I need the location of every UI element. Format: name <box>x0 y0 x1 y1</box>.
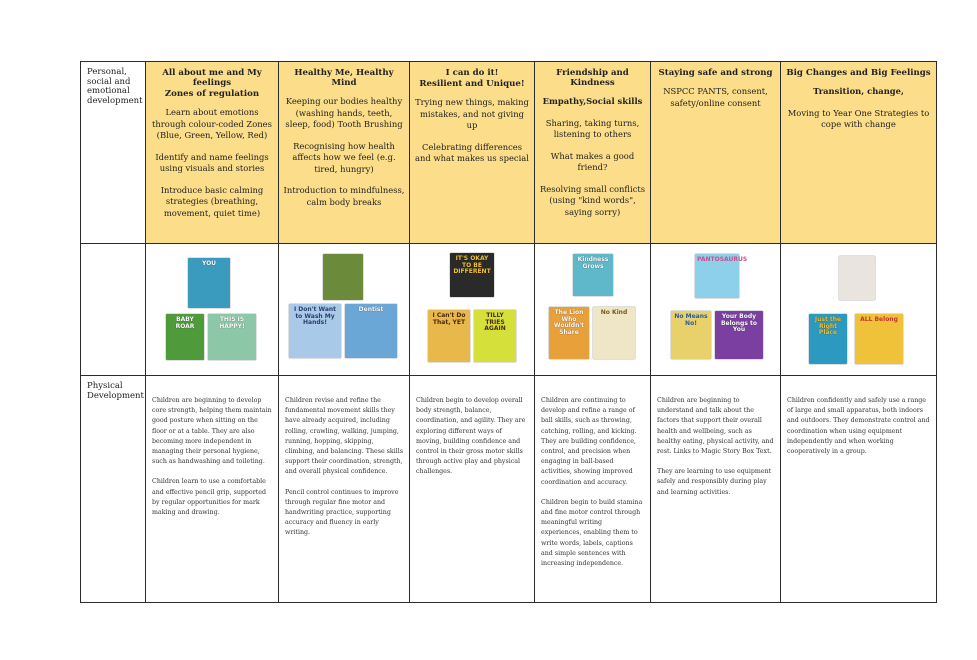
theme-cell-4 <box>535 62 651 244</box>
physical-cell-6 <box>781 376 937 603</box>
physical-paragraph: They are learning to use equipment safely and responsibly during play and learning activities. <box>657 468 772 496</box>
book-cover <box>289 304 341 358</box>
physical-paragraph: Children begin to develop overall body strength, balance, coordination, and agility. They are exploring different ways of moving, building confidence and control in their gross motor skills through active play and physical challenges. <box>416 397 526 476</box>
theme-paragraph: Identify and name feelings using visuals and stories <box>155 151 269 173</box>
book-title: BABY ROAR <box>175 316 195 330</box>
physical-paragraph: Children revise and refine the fundamental movement skills they have already acquired, including rolling, crawling, walking, jumping, running, hopping, skipping, climbing, and balancing. These skills support their coordination, strength, and overall physical confidence. <box>285 397 404 476</box>
theme-title: Friendship and Kindness <box>556 68 629 88</box>
book-cover <box>549 307 589 359</box>
book-title: ALL Belong <box>860 316 898 323</box>
book-title: Kindness Grows <box>577 256 609 270</box>
theme-title: Big Changes and Big Feelings <box>786 68 931 78</box>
book-title: Just the Right Place <box>814 316 842 336</box>
theme-title: I can do it! <box>445 68 499 78</box>
book-title: PANTOSAURUS <box>697 256 748 263</box>
book-cover <box>208 314 256 360</box>
book-title: Dentist <box>358 306 384 313</box>
book-cover <box>671 311 711 359</box>
theme-paragraph: Trying new things, making mistakes, and not giving up <box>415 97 529 130</box>
theme-paragraph: Moving to Year One Strategies to cope with change <box>787 107 930 129</box>
physical-paragraph: Children are continuing to develop and refine a range of ball skills, such as throwing, catching, rolling, and kicking. They are building confidence, control, and precision when engaging in ball-based activities, showing improved coordination and accuracy. <box>541 397 637 486</box>
books-cell-5 <box>651 244 781 376</box>
physical-cell-5 <box>651 376 781 603</box>
books-cell-1 <box>146 244 279 376</box>
theme-paragraph: Resolving small conflicts (using "kind words", saying sorry) <box>539 183 646 217</box>
book-cover <box>839 256 875 300</box>
theme-paragraph: Keeping our bodies healthy (washing hands, teeth, sleep, food) Tooth Brushing <box>285 96 403 129</box>
book-cover <box>188 258 230 308</box>
book-title: Your Body Belongs to You <box>720 313 758 333</box>
theme-paragraph: Introduction to mindfulness, calm body breaks <box>283 185 405 207</box>
book-cover <box>809 314 847 364</box>
physical-paragraph: Children learn to use a comfortable and effective pencil grip, supported by regular opportunities for mark making and drawing. <box>152 478 267 517</box>
theme-cell-2 <box>279 62 410 244</box>
curriculum-grid <box>80 61 937 603</box>
book-title: THIS IS HAPPY! <box>219 316 245 330</box>
book-cover <box>450 253 494 297</box>
book-cover <box>323 254 363 300</box>
psed-row <box>81 62 937 244</box>
book-title: No Kind <box>600 309 628 316</box>
physical-paragraph: Children are beginning to develop core strength, helping them maintain good posture when sitting on the floor or at a table. They are also becoming more independent in managing their personal hygiene, such as handwashing and toileting. <box>152 397 272 466</box>
theme-subtitle: Transition, change, <box>813 86 904 96</box>
physical-paragraph: Children begin to build stamina and fine motor control through meaningful writing experiences, enabling them to write words, labels, captions and simple sentences with increasing independence. <box>541 498 643 568</box>
book-title: TILLY TRIES AGAIN <box>484 312 506 332</box>
book-title: I Don't Want to Wash My Hands! <box>293 306 337 326</box>
physical-paragraph: Children are beginning to understand and talk about the factors that support their overall health and wellbeing, such as healthy eating, physical activity, and rest. Links to Magic Story Box Text. <box>657 397 774 456</box>
theme-title: All about me and My feelings <box>162 68 262 88</box>
theme-cell-1 <box>146 62 279 244</box>
theme-title-line2: Resilient and Unique! <box>419 79 525 89</box>
books-cell-2 <box>279 244 410 376</box>
book-cover <box>593 307 635 359</box>
books-cell-4 <box>535 244 651 376</box>
theme-cell-6 <box>781 62 937 244</box>
book-cover <box>345 304 397 358</box>
book-cover <box>428 310 470 362</box>
theme-paragraph: Introduce basic calming strategies (breathing, movement, quiet time) <box>160 184 264 218</box>
physical-paragraph: Pencil control continues to improve through regular fine motor and handwriting practice, supporting accuracy and fluency in early writing. <box>285 488 399 537</box>
book-cover <box>474 310 516 362</box>
physical-cell-2 <box>279 376 410 603</box>
physical-paragraph: Children confidently and safely use a range of large and small apparatus, both indoors and outdoors. They demonstrate control and coordination when using equipment independently and when working cooperatively in a group. <box>787 397 930 456</box>
book-cover <box>166 314 204 360</box>
book-title: YOU <box>201 260 217 267</box>
psed-row-label: Personal, social and emotional development <box>81 62 146 244</box>
theme-paragraph: Celebrating differences and what makes us special <box>415 141 529 163</box>
physical-cell-4 <box>535 376 651 603</box>
book-title: The Lion Who Wouldn't Share <box>553 309 585 336</box>
book-cover <box>715 311 763 359</box>
theme-paragraph: NSPCC PANTS, consent, safety/online consent <box>663 86 768 108</box>
books-cell-3 <box>410 244 535 376</box>
physical-cell-3 <box>410 376 535 603</box>
book-cover <box>855 314 903 364</box>
book-title: IT'S OKAY TO BE DIFFERENT <box>453 255 491 275</box>
theme-cell-3 <box>410 62 535 244</box>
book-title: No Means No! <box>674 313 708 327</box>
books-row <box>81 244 937 376</box>
book-cover <box>695 254 748 298</box>
theme-title: Healthy Me, Healthy Mind <box>294 68 394 88</box>
theme-paragraph: Recognising how health affects how we feel (e.g. tired, hungry) <box>292 140 396 174</box>
physical-cell-1 <box>146 376 279 603</box>
theme-cell-5 <box>651 62 781 244</box>
physical-row-label: Physical Development <box>81 376 146 603</box>
physical-row <box>81 376 937 603</box>
book-title: I Can't Do That, YET <box>432 312 466 326</box>
theme-paragraph: Learn about emotions through colour-coded Zones (Blue, Green, Yellow, Red) <box>152 107 272 140</box>
theme-paragraph: Sharing, taking turns, listening to others <box>545 117 640 139</box>
books-row-label <box>81 244 146 376</box>
theme-subtitle: Empathy,Social skills <box>542 96 643 106</box>
books-cell-6 <box>781 244 937 376</box>
theme-paragraph: What makes a good friend? <box>550 150 635 172</box>
book-cover <box>573 254 613 296</box>
theme-title: Staying safe and strong <box>658 68 773 78</box>
theme-title-line2: Zones of regulation <box>164 89 260 99</box>
